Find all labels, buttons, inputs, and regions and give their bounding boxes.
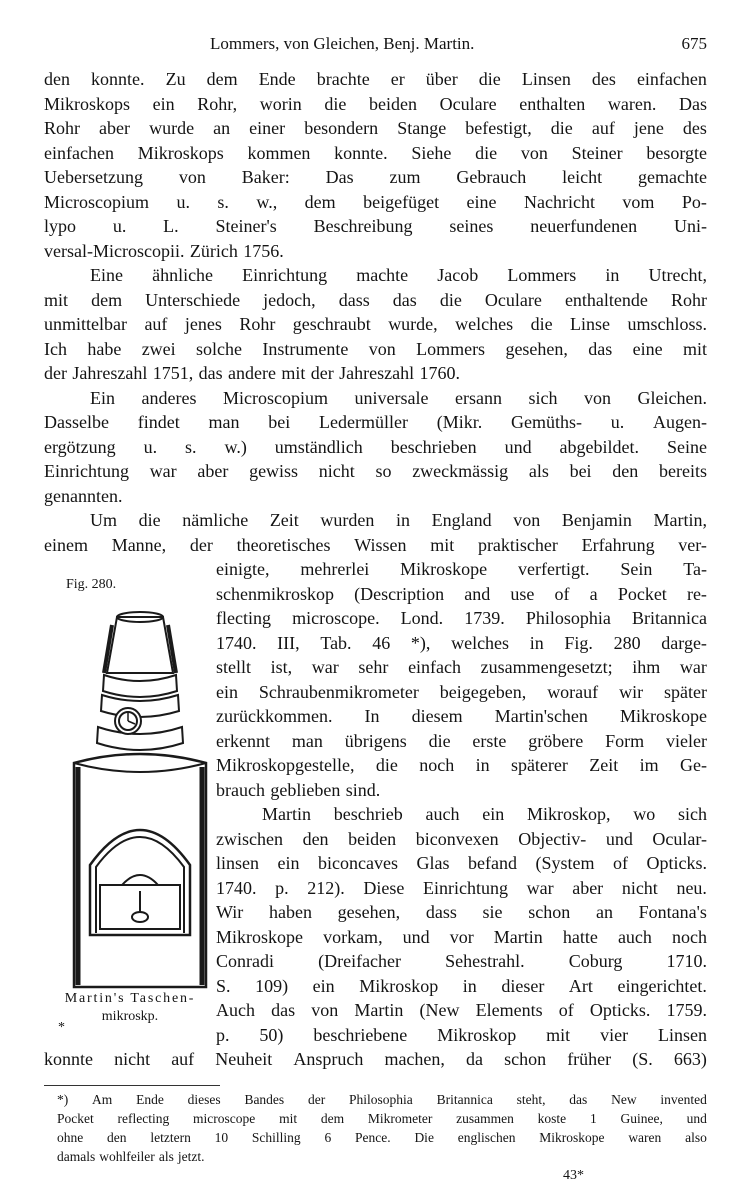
text-line: stellt ist, war sehr einfach zusammengesetzt; ihm war <box>216 657 707 677</box>
text-line: 1740. p. 212). Diese Einrichtung war aber nicht neu. <box>216 877 707 898</box>
page-number: 675 <box>681 34 707 53</box>
figure-caption-line: Martin's Taschen- <box>64 991 196 1006</box>
text-line: Um die nämliche Zeit wurden in England von Benjamin Martin, <box>90 510 707 530</box>
text-line: Dasselbe findet man bei Ledermüller (Mikr. Gemüths- u. Augen- <box>44 412 707 432</box>
text-line: genannten. <box>44 485 123 506</box>
text-line: zurückkommen. In diesem Martin'schen Mikroskope <box>216 706 707 726</box>
body-cylinder <box>74 754 206 987</box>
text-line: Ich habe zwei solche Instrumente von Lommers gesehen, das eine mit <box>44 338 707 359</box>
paragraph-4 <box>44 508 707 557</box>
text-line: Uebersetzung von Baker: Das zum Gebrauch leicht gemachte <box>44 167 707 187</box>
lens-holder <box>132 912 148 922</box>
text-line: S. 109) ein Mikroskop in dieser Art eingerichtet. <box>216 975 707 996</box>
text-line: Eine ähnliche Einrichtung machte Jacob Lommers in Utrecht, <box>90 265 707 285</box>
footnote-line: *) Am Ende dieses Bandes der Philosophia Britannica steht, das New invented <box>57 1092 707 1107</box>
text-line: Mikroskops ein Rohr, worin die beiden Oculare enthalten waren. Das <box>44 93 707 114</box>
text-line: brauch geblieben sind. <box>216 779 381 800</box>
footnote-line: ohne den letztern 10 Schilling 6 Pence. Die englischen Mikroskope waren also <box>57 1130 707 1145</box>
text-line: ergötzung u. s. w.) umständlich beschrieben und abgebildet. Seine <box>44 436 707 457</box>
text-line: Auch das von Martin (New Elements of Opticks. 1759. <box>216 1000 707 1020</box>
text-line: lypo u. L. Steiner's Beschreibung seines neuerfundenen Uni- <box>44 216 707 236</box>
figure-label: Fig. 280. <box>66 577 117 592</box>
running-header <box>0 34 743 60</box>
figure-caption <box>50 990 210 1026</box>
upper-collar <box>103 675 177 697</box>
text-line: flecting microscope. Lond. 1739. Philosophia Britannica <box>216 608 707 628</box>
text-line: schenmikroskop (Description and use of a Pocket re- <box>216 583 707 604</box>
text-line: 1740. III, Tab. 46 *), welches in Fig. 280 darge- <box>216 632 707 653</box>
text-line: Wir haben gesehen, dass sie schon an Fontana's <box>216 902 707 922</box>
text-line: Mikroskopgestelle, die noch in späterer Zeit im Ge- <box>216 755 707 775</box>
text-line: Microscopium u. s. w., dem beigefüget eine Nachricht vom Po- <box>44 191 707 212</box>
signature-mark: 43* <box>563 1168 584 1183</box>
text-line: den konnte. Zu dem Ende brachte er über die Linsen des einfachen <box>44 69 707 89</box>
text-line: mit dem Unterschiede jedoch, dass das die Oculare enthaltende Rohr <box>44 289 707 310</box>
text-line: einfachen Mikroskops kommen konnte. Siehe die von Steiner besorgte <box>44 142 707 163</box>
figure-caption-line: mikroskp. <box>101 1009 159 1024</box>
figure-mark: * <box>58 1020 65 1035</box>
text-line: konnte nicht auf Neuheit Anspruch machen, da schon früher (S. 663) <box>44 1049 707 1069</box>
text-line: Martin beschrieb auch ein Mikroskop, wo sich <box>262 804 707 824</box>
footnote <box>57 1090 707 1166</box>
text-line: zwischen den beiden biconvexen Objectiv- und Ocular- <box>216 828 707 849</box>
footnote-rule <box>44 1085 220 1086</box>
paragraph-1 <box>44 67 707 263</box>
window-arch <box>90 830 190 935</box>
lower-collar <box>97 727 183 750</box>
text-line: p. 50) beschriebene Mikroskop mit vier Linsen <box>216 1024 707 1045</box>
figure-wrap-text <box>216 557 707 1047</box>
text-line: unmittelbar auf jenes Rohr geschraubt wurde, welches die Linse umschloss. <box>44 314 707 334</box>
text-line: ein Schraubenmikrometer beigegeben, worauf wir später <box>216 681 707 702</box>
running-title: Lommers, von Gleichen, Benj. Martin. <box>210 34 475 53</box>
footnote-line: damals wohlfeiler als jetzt. <box>57 1149 205 1164</box>
dial-collar <box>101 695 179 717</box>
text-line: einem Manne, der theoretisches Wissen mit praktischer Erfahrung ver- <box>44 534 707 555</box>
paragraph-2 <box>44 263 707 386</box>
footnote-line: Pocket reflecting microscope mit dem Mikrometer zusammen koste 1 Guinee, und <box>57 1111 707 1126</box>
microscope-figure <box>60 595 220 995</box>
text-line: Rohr aber wurde an einer besondern Stange befestigt, die auf jene des <box>44 118 707 138</box>
text-line: versal-Microscopii. Zürich 1756. <box>44 240 284 261</box>
text-line: Ein anderes Microscopium universale ersann sich von Gleichen. <box>90 387 707 408</box>
text-line: einigte, mehrerlei Mikroskope verfertigt. Sein Ta- <box>216 559 707 579</box>
text-line: erkennt man übrigens die erste gröbere Form vieler <box>216 730 707 751</box>
paragraph-3 <box>44 386 707 509</box>
paragraph-continuation <box>44 1047 707 1072</box>
text-line: Conradi (Dreifacher Sehestrahl. Coburg 1710. <box>216 951 707 971</box>
text-line: der Jahreszahl 1751, das andere mit der Jahreszahl 1760. <box>44 363 461 383</box>
text-line: linsen ein biconcaves Glas befand (System of Opticks. <box>216 853 707 873</box>
eyepiece-tube <box>107 617 173 673</box>
text-line: Einrichtung war aber gewiss nicht so zweckmässig als bei den bereits <box>44 461 707 481</box>
text-line: Mikroskope vorkam, und vor Martin hatte auch noch <box>216 926 707 947</box>
